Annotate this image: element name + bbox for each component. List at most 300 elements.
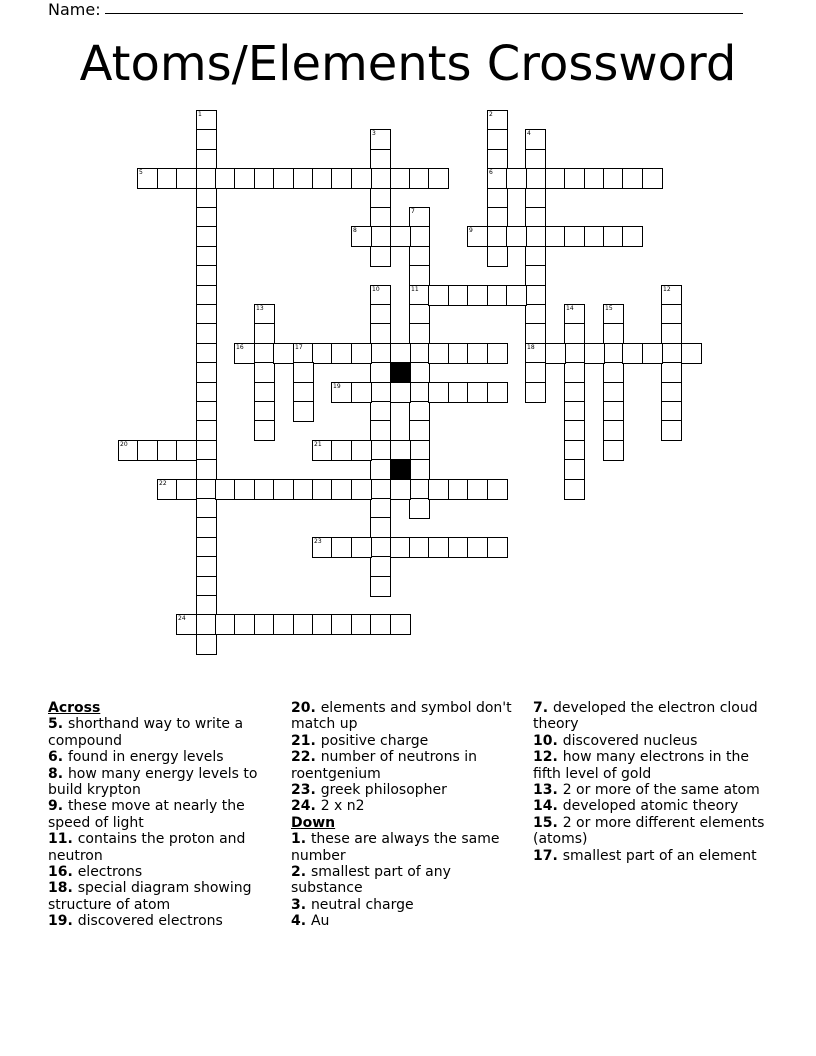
grid-cell[interactable] [370, 285, 391, 306]
grid-cell[interactable] [564, 343, 585, 364]
grid-cell[interactable] [467, 285, 488, 306]
grid-cell[interactable] [428, 382, 449, 403]
grid-cell[interactable] [351, 537, 372, 558]
grid-cell[interactable] [390, 343, 411, 364]
grid-cell[interactable] [254, 362, 275, 383]
grid-cell[interactable] [370, 168, 391, 189]
clue-text: electrons [77, 864, 143, 881]
grid-cell[interactable] [370, 149, 391, 170]
clue-text: how many energy levels to build krypton [48, 765, 258, 799]
grid-cell[interactable] [312, 343, 333, 364]
clue-text: developed the electron cloud theory [533, 700, 758, 733]
grid-cell[interactable] [176, 440, 197, 461]
grid-cell[interactable] [409, 343, 430, 364]
grid-cell[interactable] [487, 537, 508, 558]
clue-number: 15. [533, 814, 563, 831]
grid-cell[interactable] [661, 323, 682, 344]
grid-cell[interactable] [622, 168, 643, 189]
clue-text: 2 or more of the same atom [562, 782, 760, 799]
clue-number: 18. [48, 880, 78, 897]
grid-cell[interactable] [487, 149, 508, 170]
across-clue [48, 798, 283, 831]
grid-cell[interactable] [448, 382, 469, 403]
grid-cell[interactable] [196, 595, 217, 616]
clue-number: 2. [291, 864, 311, 881]
grid-cell[interactable] [448, 537, 469, 558]
grid-cell[interactable] [390, 537, 411, 558]
down-clue [533, 798, 768, 814]
clue-number: 15 [605, 305, 613, 312]
grid-cell[interactable] [584, 343, 605, 364]
grid-cell[interactable] [603, 362, 624, 383]
grid-cell[interactable] [525, 226, 546, 247]
clue-number: 13. [533, 782, 563, 799]
clue-number: 23 [314, 538, 322, 545]
clue-text: smallest part of an element [562, 847, 757, 864]
down-clue [291, 864, 526, 897]
down-clue [533, 782, 768, 798]
clue-number: 11 [411, 286, 419, 293]
down-clue [533, 815, 768, 848]
clue-number: 3 [372, 130, 376, 137]
clue-text: found in energy levels [67, 749, 224, 766]
clues-column-2 [291, 700, 526, 930]
grid-cell[interactable] [196, 382, 217, 403]
grid-cell[interactable] [370, 440, 391, 461]
grid-cell[interactable] [545, 168, 566, 189]
grid-cell[interactable] [584, 226, 605, 247]
clue-number: 5 [139, 169, 143, 176]
grid-cell[interactable] [331, 479, 352, 500]
grid-cell[interactable] [622, 343, 643, 364]
clues-column-3 [533, 700, 768, 864]
grid-cell[interactable] [661, 304, 682, 325]
grid-cell[interactable] [176, 168, 197, 189]
grid-cell[interactable] [234, 168, 255, 189]
grid-cell[interactable] [525, 343, 546, 364]
clue-number: 24 [178, 615, 186, 622]
clue-number: 12 [663, 286, 671, 293]
down-header: Down [291, 814, 336, 831]
grid-cell[interactable] [603, 343, 624, 364]
clue-number: 21 [314, 441, 322, 448]
grid-cell[interactable] [545, 226, 566, 247]
grid-cell[interactable] [196, 362, 217, 383]
grid-cell[interactable] [351, 343, 372, 364]
grid-cell[interactable] [137, 168, 158, 189]
grid-cell[interactable] [409, 246, 430, 267]
grid-cell[interactable] [370, 576, 391, 597]
grid-cell[interactable] [467, 479, 488, 500]
grid-cell[interactable] [525, 129, 546, 150]
grid-cell[interactable] [196, 498, 217, 519]
grid-cell[interactable] [196, 343, 217, 364]
grid-cell[interactable] [254, 304, 275, 325]
grid-cell[interactable] [370, 537, 391, 558]
grid-cell[interactable] [525, 207, 546, 228]
grid-cell[interactable] [525, 382, 546, 403]
grid-cell[interactable] [370, 207, 391, 228]
grid-cell[interactable] [351, 479, 372, 500]
grid-cell[interactable] [409, 382, 430, 403]
grid-cell[interactable] [254, 168, 275, 189]
grid-cell[interactable] [467, 343, 488, 364]
grid-cell[interactable] [370, 420, 391, 441]
clue-number: 20 [120, 441, 128, 448]
grid-cell[interactable] [603, 168, 624, 189]
grid-cell[interactable] [312, 479, 333, 500]
clue-number: 7. [533, 700, 553, 716]
grid-cell[interactable] [487, 168, 508, 189]
grid-cell[interactable] [196, 304, 217, 325]
grid-cell[interactable] [506, 168, 527, 189]
grid-cell[interactable] [196, 207, 217, 228]
grid-cell[interactable] [196, 188, 217, 209]
grid-cell[interactable] [409, 226, 430, 247]
down-clue [533, 749, 768, 782]
grid-cell[interactable] [409, 440, 430, 461]
grid-cell[interactable] [293, 168, 314, 189]
grid-cell[interactable] [545, 343, 566, 364]
grid-cell[interactable] [370, 226, 391, 247]
grid-cell[interactable] [273, 168, 294, 189]
clue-number: 24. [291, 798, 321, 815]
clue-text: neutral charge [310, 896, 414, 913]
grid-cell-black [390, 459, 411, 480]
clue-number: 9 [469, 227, 473, 234]
grid-cell[interactable] [215, 479, 236, 500]
grid-cell[interactable] [487, 479, 508, 500]
clue-number: 19 [333, 383, 341, 390]
grid-cell[interactable] [603, 382, 624, 403]
grid-cell[interactable] [487, 382, 508, 403]
clue-number: 4. [291, 913, 311, 930]
grid-cell[interactable] [351, 440, 372, 461]
across-clue [48, 749, 283, 765]
grid-cell[interactable] [564, 362, 585, 383]
grid-cell[interactable] [525, 285, 546, 306]
clue-number: 17 [295, 344, 303, 351]
grid-cell[interactable] [603, 226, 624, 247]
grid-cell[interactable] [234, 343, 255, 364]
grid-cell[interactable] [370, 362, 391, 383]
across-clue [291, 749, 526, 782]
grid-cell[interactable] [331, 382, 352, 403]
grid-cell[interactable] [312, 168, 333, 189]
grid-cell[interactable] [370, 498, 391, 519]
grid-cell[interactable] [409, 401, 430, 422]
grid-cell[interactable] [293, 614, 314, 635]
grid-cell[interactable] [331, 614, 352, 635]
grid-cell[interactable] [370, 304, 391, 325]
grid-cell[interactable] [467, 537, 488, 558]
grid-cell[interactable] [351, 226, 372, 247]
grid-cell[interactable] [176, 479, 197, 500]
clue-text: number of neutrons in roentgenium [291, 749, 477, 782]
clue-text: smallest part of any substance [291, 864, 451, 897]
grid-cell[interactable] [254, 614, 275, 635]
grid-cell[interactable] [196, 246, 217, 267]
grid-cell[interactable] [409, 459, 430, 480]
grid-cell[interactable] [254, 401, 275, 422]
clue-number: 6 [489, 169, 493, 176]
grid-cell[interactable] [390, 440, 411, 461]
grid-cell[interactable] [293, 343, 314, 364]
grid-cell[interactable] [331, 440, 352, 461]
grid-cell[interactable] [196, 265, 217, 286]
grid-cell[interactable] [312, 537, 333, 558]
grid-cell[interactable] [176, 614, 197, 635]
grid-cell[interactable] [681, 343, 702, 364]
grid-cell[interactable] [642, 343, 663, 364]
grid-cell[interactable] [661, 401, 682, 422]
grid-cell[interactable] [506, 285, 527, 306]
grid-cell[interactable] [661, 285, 682, 306]
across-clue [291, 733, 526, 749]
grid-cell[interactable] [467, 382, 488, 403]
grid-cell[interactable] [351, 382, 372, 403]
grid-cell[interactable] [390, 479, 411, 500]
grid-cell[interactable] [564, 323, 585, 344]
grid-cell[interactable] [196, 323, 217, 344]
clue-number: 17. [533, 847, 563, 864]
grid-cell[interactable] [525, 246, 546, 267]
grid-cell[interactable] [196, 440, 217, 461]
grid-cell[interactable] [525, 362, 546, 383]
grid-cell[interactable] [564, 226, 585, 247]
grid-cell[interactable] [642, 168, 663, 189]
grid-cell[interactable] [331, 168, 352, 189]
across-clue [48, 913, 283, 929]
grid-cell[interactable] [196, 285, 217, 306]
grid-cell[interactable] [254, 420, 275, 441]
grid-cell[interactable] [137, 440, 158, 461]
grid-cell[interactable] [409, 323, 430, 344]
grid-cell[interactable] [118, 440, 139, 461]
clue-text: Au [310, 913, 330, 930]
grid-cell[interactable] [603, 304, 624, 325]
grid-cell[interactable] [196, 149, 217, 170]
clue-text: these move at nearly the speed of light [48, 798, 245, 831]
grid-cell[interactable] [234, 614, 255, 635]
grid-cell[interactable] [409, 285, 430, 306]
grid-cell[interactable] [428, 537, 449, 558]
clue-number: 7 [411, 208, 415, 215]
grid-cell[interactable] [370, 401, 391, 422]
clue-number: 1. [291, 831, 311, 848]
grid-cell[interactable] [525, 265, 546, 286]
grid-cell[interactable] [196, 129, 217, 150]
grid-cell[interactable] [370, 517, 391, 538]
grid-cell[interactable] [525, 149, 546, 170]
grid-cell[interactable] [661, 420, 682, 441]
clue-text: greek philosopher [320, 782, 447, 799]
grid-cell[interactable] [467, 226, 488, 247]
grid-cell[interactable] [487, 110, 508, 131]
grid-cell-black [390, 362, 411, 383]
grid-cell[interactable] [428, 285, 449, 306]
grid-cell[interactable] [409, 537, 430, 558]
grid-cell[interactable] [157, 168, 178, 189]
grid-cell[interactable] [487, 226, 508, 247]
grid-cell[interactable] [409, 479, 430, 500]
grid-cell[interactable] [409, 362, 430, 383]
grid-cell[interactable] [273, 343, 294, 364]
down-clue [291, 913, 526, 929]
clue-number: 20. [291, 700, 321, 716]
grid-cell[interactable] [487, 207, 508, 228]
grid-cell[interactable] [487, 129, 508, 150]
grid-cell[interactable] [293, 382, 314, 403]
across-clue [48, 864, 283, 880]
clue-number: 3. [291, 896, 311, 913]
grid-cell[interactable] [487, 188, 508, 209]
clue-text: special diagram showing structure of atom [48, 880, 252, 913]
grid-cell[interactable] [157, 440, 178, 461]
clue-number: 4 [527, 130, 531, 137]
across-clue [291, 700, 526, 733]
clue-number: 23. [291, 782, 321, 799]
grid-cell[interactable] [370, 188, 391, 209]
grid-cell[interactable] [564, 459, 585, 480]
grid-cell[interactable] [196, 459, 217, 480]
grid-cell[interactable] [196, 556, 217, 577]
clue-number: 18 [527, 344, 535, 351]
grid-cell[interactable] [196, 420, 217, 441]
grid-cell[interactable] [506, 226, 527, 247]
grid-cell[interactable] [273, 614, 294, 635]
grid-cell[interactable] [661, 343, 682, 364]
grid-cell[interactable] [564, 382, 585, 403]
grid-cell[interactable] [331, 343, 352, 364]
grid-cell[interactable] [254, 479, 275, 500]
grid-cell[interactable] [409, 304, 430, 325]
grid-cell[interactable] [428, 343, 449, 364]
grid-cell[interactable] [409, 498, 430, 519]
grid-cell[interactable] [351, 614, 372, 635]
grid-cell[interactable] [196, 226, 217, 247]
grid-cell[interactable] [370, 246, 391, 267]
grid-cell[interactable] [525, 304, 546, 325]
grid-cell[interactable] [390, 382, 411, 403]
grid-cell[interactable] [564, 420, 585, 441]
grid-cell[interactable] [448, 343, 469, 364]
grid-cell[interactable] [370, 556, 391, 577]
clue-number: 19. [48, 913, 78, 930]
grid-cell[interactable] [525, 168, 546, 189]
grid-cell[interactable] [370, 459, 391, 480]
grid-cell[interactable] [234, 479, 255, 500]
grid-cell[interactable] [564, 304, 585, 325]
clue-text: developed atomic theory [562, 798, 739, 815]
grid-cell[interactable] [487, 285, 508, 306]
grid-cell[interactable] [293, 362, 314, 383]
grid-cell[interactable] [293, 479, 314, 500]
grid-cell[interactable] [196, 537, 217, 558]
grid-cell[interactable] [603, 323, 624, 344]
grid-cell[interactable] [370, 479, 391, 500]
grid-cell[interactable] [196, 110, 217, 131]
grid-cell[interactable] [293, 401, 314, 422]
grid-cell[interactable] [409, 207, 430, 228]
grid-cell[interactable] [196, 614, 217, 635]
grid-cell[interactable] [157, 479, 178, 500]
across-clue [291, 798, 526, 814]
clue-text: discovered electrons [77, 913, 223, 930]
grid-cell[interactable] [525, 188, 546, 209]
grid-cell[interactable] [215, 614, 236, 635]
grid-cell[interactable] [584, 168, 605, 189]
grid-cell[interactable] [622, 226, 643, 247]
grid-cell[interactable] [564, 401, 585, 422]
clue-number: 16 [236, 344, 244, 351]
grid-cell[interactable] [351, 168, 372, 189]
grid-cell[interactable] [390, 614, 411, 635]
grid-cell[interactable] [564, 440, 585, 461]
clue-text: contains the proton and neutron [48, 831, 246, 864]
clue-number: 8. [48, 765, 68, 782]
down-clue [533, 700, 768, 733]
grid-cell[interactable] [196, 168, 217, 189]
grid-cell[interactable] [312, 614, 333, 635]
grid-cell[interactable] [409, 420, 430, 441]
grid-cell[interactable] [196, 479, 217, 500]
grid-cell[interactable] [370, 343, 391, 364]
grid-cell[interactable] [428, 479, 449, 500]
grid-cell[interactable] [196, 634, 217, 655]
grid-cell[interactable] [196, 517, 217, 538]
grid-cell[interactable] [273, 479, 294, 500]
grid-cell[interactable] [254, 382, 275, 403]
grid-cell[interactable] [370, 382, 391, 403]
grid-cell[interactable] [331, 537, 352, 558]
grid-cell[interactable] [448, 285, 469, 306]
grid-cell[interactable] [370, 129, 391, 150]
grid-cell[interactable] [370, 323, 391, 344]
grid-cell[interactable] [661, 382, 682, 403]
across-clue [48, 766, 283, 799]
grid-cell[interactable] [196, 401, 217, 422]
clue-number: 22. [291, 749, 321, 766]
grid-cell[interactable] [487, 343, 508, 364]
grid-cell[interactable] [428, 168, 449, 189]
grid-cell[interactable] [603, 440, 624, 461]
grid-cell[interactable] [409, 168, 430, 189]
clue-number: 1 [198, 111, 202, 118]
grid-cell[interactable] [409, 265, 430, 286]
grid-cell[interactable] [487, 246, 508, 267]
grid-cell[interactable] [370, 614, 391, 635]
grid-cell[interactable] [312, 440, 333, 461]
clue-text: how many electrons in the fifth level of gold [533, 749, 749, 782]
down-clue [533, 733, 768, 749]
grid-cell[interactable] [448, 479, 469, 500]
grid-cell[interactable] [564, 168, 585, 189]
grid-cell[interactable] [564, 479, 585, 500]
grid-cell[interactable] [215, 168, 236, 189]
clues-column-1 [48, 700, 283, 930]
grid-cell[interactable] [661, 362, 682, 383]
grid-cell[interactable] [603, 401, 624, 422]
grid-cell[interactable] [390, 226, 411, 247]
grid-cell[interactable] [603, 420, 624, 441]
grid-cell[interactable] [390, 168, 411, 189]
grid-cell[interactable] [254, 323, 275, 344]
grid-cell[interactable] [196, 576, 217, 597]
clue-number: 16. [48, 864, 78, 881]
grid-cell[interactable] [254, 343, 275, 364]
grid-cell[interactable] [525, 323, 546, 344]
